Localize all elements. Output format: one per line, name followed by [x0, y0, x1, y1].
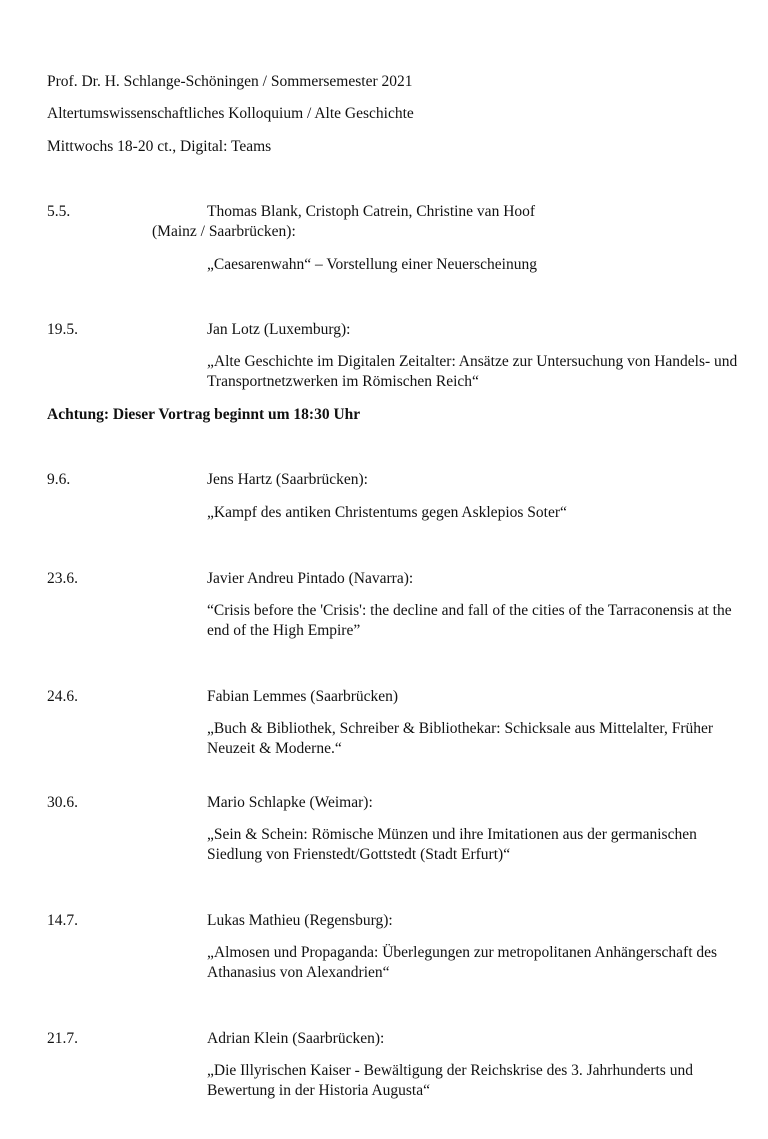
- entry-title: „Buch & Bibliothek, Schreiber & Bibliothekar: Schicksale aus Mittelalter, Früher Neuzeit & Moderne.“: [207, 720, 714, 757]
- entry-speaker-continued: (Mainz / Saarbrücken):: [152, 223, 296, 240]
- entry-title: „Alte Geschichte im Digitalen Zeitalter: Ansätze zur Untersuchung von Handels- und Transportnetzwerken im Römischen Reich“: [207, 353, 738, 390]
- entry-title: „Die Illyrischen Kaiser - Bewältigung der Reichskrise des 3. Jahrhunderts und Bewertung in der Historia Augusta“: [207, 1062, 693, 1099]
- entry-date: 14.7.: [47, 912, 78, 929]
- entry-speaker: Adrian Klein (Saarbrücken):: [207, 1030, 385, 1047]
- entry-speaker: Jan Lotz (Luxemburg):: [207, 321, 351, 338]
- entry-date: 19.5.: [47, 321, 78, 338]
- entry-speaker: Mario Schlapke (Weimar):: [207, 794, 373, 811]
- entry-speaker: Fabian Lemmes (Saarbrücken): [207, 688, 399, 705]
- entry-date: 5.5.: [47, 203, 71, 220]
- entry-title: „Almosen und Propaganda: Überlegungen zur metropolitanen Anhängerschaft des Athanasius von Alexandrien“: [207, 944, 718, 981]
- time-notice: Achtung: Dieser Vortrag beginnt um 18:30 Uhr: [47, 406, 361, 423]
- header-line-1: Prof. Dr. H. Schlange-Schöningen / Sommersemester 2021: [47, 73, 413, 90]
- entry-date: 21.7.: [47, 1030, 78, 1047]
- entry-title: „Sein & Schein: Römische Münzen und ihre Imitationen aus der germanischen Siedlung von Frienstedt/Gottstedt (Stadt Erfurt)“: [207, 826, 697, 863]
- header-line-3: Mittwochs 18-20 ct., Digital: Teams: [47, 138, 272, 155]
- entry-title: „Caesarenwahn“ – Vorstellung einer Neuerscheinung: [207, 256, 537, 273]
- entry-date: 24.6.: [47, 688, 78, 705]
- entry-speaker: Lukas Mathieu (Regensburg):: [207, 912, 393, 929]
- entry-title: „Kampf des antiken Christentums gegen Asklepios Soter“: [207, 504, 567, 521]
- entry-date: 30.6.: [47, 794, 78, 811]
- entry-title: “Crisis before the 'Crisis': the decline and fall of the cities of the Tarraconensis at the end of the High Empire”: [207, 602, 732, 639]
- entry-date: 9.6.: [47, 471, 71, 488]
- entry-speaker: Thomas Blank, Cristoph Catrein, Christine van Hoof: [207, 203, 536, 220]
- entry-speaker: Javier Andreu Pintado (Navarra):: [207, 570, 414, 587]
- entry-speaker: Jens Hartz (Saarbrücken):: [207, 471, 368, 488]
- header-line-2: Altertumswissenschaftliches Kolloquium / Alte Geschichte: [47, 105, 414, 122]
- entry-date: 23.6.: [47, 570, 78, 587]
